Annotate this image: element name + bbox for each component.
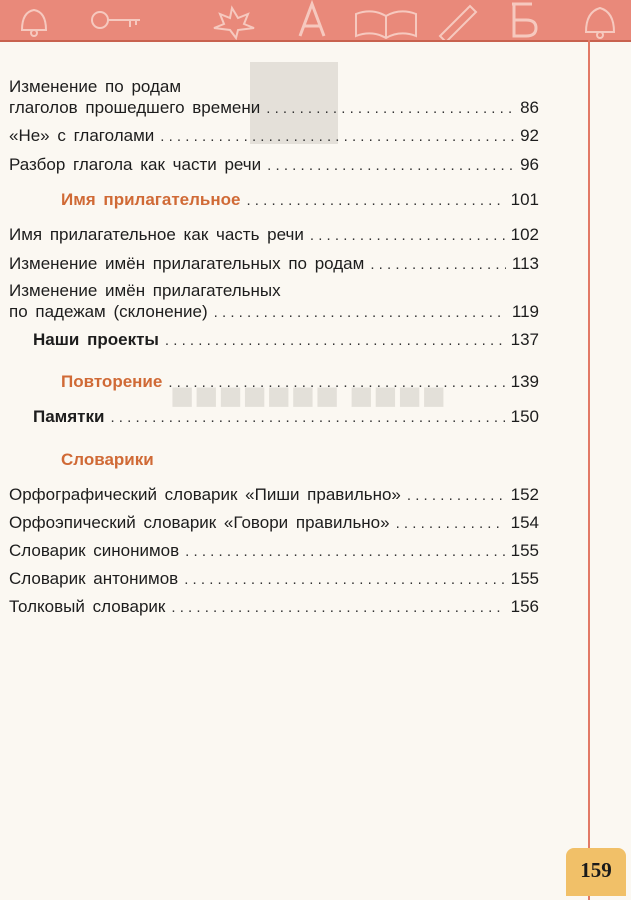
dot-leader: [214, 302, 506, 324]
toc-entry[interactable]: [9, 301, 539, 324]
dot-leader: [267, 155, 514, 177]
dot-leader: [160, 126, 514, 148]
page-number: 159: [580, 858, 612, 882]
toc-entry-title: Разбор глагола как части речи: [9, 155, 262, 174]
toc-entry[interactable]: [9, 154, 539, 177]
toc-section-title: Повторение: [61, 372, 163, 391]
toc-page-number: 86: [520, 98, 539, 117]
dot-leader: [246, 190, 504, 212]
toc-section-heading[interactable]: [61, 189, 539, 212]
dot-leader: [165, 330, 505, 352]
toc-page-number: 150: [510, 407, 539, 426]
toc-page-number: 92: [520, 126, 539, 145]
toc-entry[interactable]: [9, 253, 539, 276]
toc-page-number: 155: [510, 569, 539, 588]
toc-entry[interactable]: [9, 596, 539, 619]
dot-leader: [171, 597, 504, 619]
toc-page-number: 113: [511, 254, 539, 273]
toc-page-number: 96: [520, 155, 539, 174]
toc-section-title: Имя прилагательное: [61, 190, 241, 209]
toc-entry[interactable]: [9, 540, 539, 563]
toc-entry[interactable]: [9, 484, 539, 507]
dot-leader: [168, 372, 504, 394]
dot-leader: [310, 225, 505, 247]
toc-entry-title: глаголов прошедшего времени: [9, 98, 261, 117]
toc-entry[interactable]: [9, 97, 539, 120]
toc-entry-line1: Изменение имён прилагательных: [9, 281, 281, 300]
toc-entry-title: Толковый словарик: [9, 597, 166, 616]
toc-entry[interactable]: [9, 512, 539, 535]
toc-page-number: 101: [510, 190, 539, 209]
toc-page-number: 156: [510, 597, 539, 616]
toc-page-number: 102: [510, 225, 539, 244]
toc-entry-title: Словарик антонимов: [9, 569, 179, 588]
dot-leader: [407, 485, 505, 507]
toc-entry-title: Имя прилагательное как часть речи: [9, 225, 304, 244]
toc-entry-title: Памятки: [33, 407, 105, 426]
dot-leader: [396, 513, 505, 535]
toc-entry-title: Наши проекты: [33, 330, 159, 349]
toc-page-number: 137: [510, 330, 539, 349]
toc-entry-title: Орфографический словарик «Пиши правильно»: [9, 485, 401, 504]
toc-entry-title: Изменение имён прилагательных по родам: [9, 254, 365, 273]
toc-entry[interactable]: [33, 329, 539, 352]
toc-section-title[interactable]: Словарики: [61, 450, 154, 469]
toc-entry[interactable]: [33, 406, 539, 429]
toc-page-number: 155: [510, 541, 539, 560]
toc-entry-title: по падежам (склонение): [9, 302, 208, 321]
toc-page-number: 119: [511, 302, 539, 321]
toc-entry[interactable]: [9, 568, 539, 591]
dot-leader: [370, 254, 506, 276]
toc-page-number: 139: [510, 372, 539, 391]
toc-entry-title: Словарик синонимов: [9, 541, 180, 560]
toc-entry-title: «Не» с глаголами: [9, 126, 155, 145]
toc-page-number: 152: [510, 485, 539, 504]
dot-leader: [185, 541, 504, 563]
dot-leader: [266, 98, 514, 120]
toc-page-number: 154: [510, 513, 539, 532]
show-through-texture: ■■■■■■■ ■■■■: [170, 373, 446, 418]
dot-leader: [184, 569, 504, 591]
toc-entry-line1: Изменение по родам: [9, 77, 182, 96]
toc-entry[interactable]: [9, 224, 539, 247]
toc-entry[interactable]: [9, 125, 539, 148]
toc-entry-title: Орфоэпический словарик «Говори правильно»: [9, 513, 390, 532]
dot-leader: [110, 407, 504, 429]
toc-section-heading[interactable]: [61, 371, 539, 394]
